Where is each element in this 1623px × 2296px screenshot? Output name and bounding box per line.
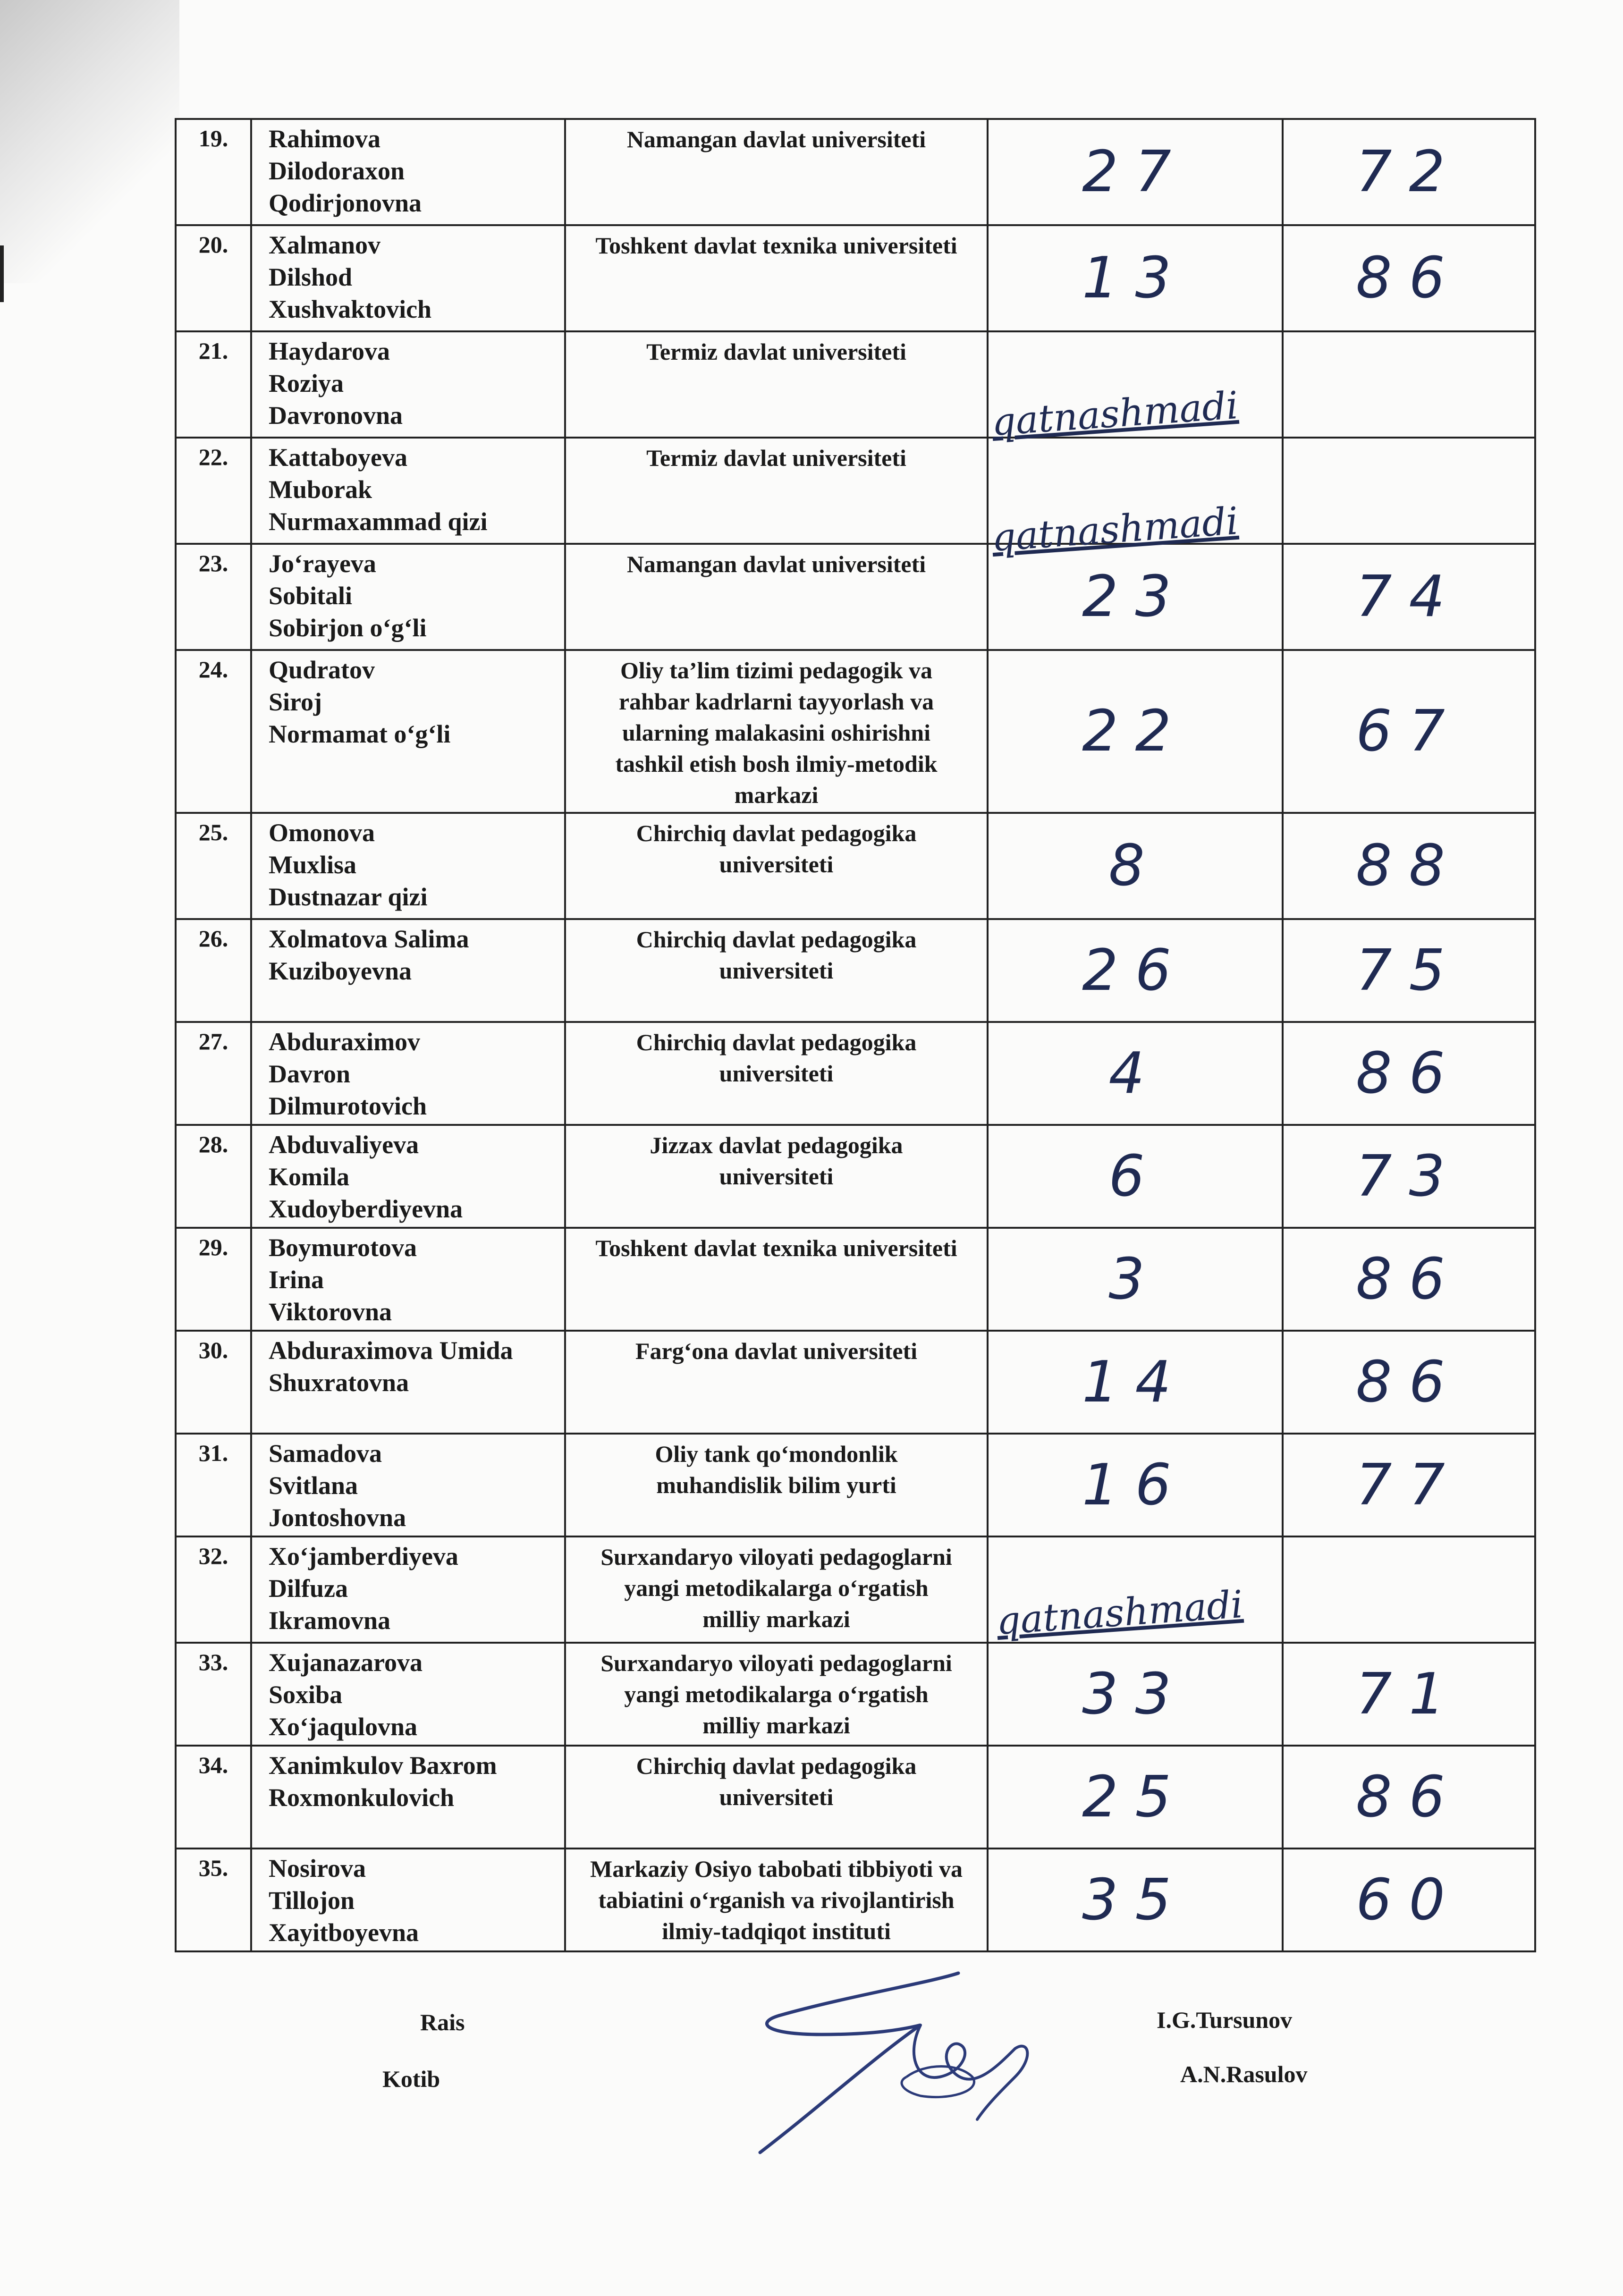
- handwritten-rank: 13: [988, 225, 1283, 331]
- participant-name: [251, 919, 565, 1022]
- organization-line: Oliy ta’lim tizimi pedagogik va: [620, 657, 933, 684]
- organization: [565, 1331, 988, 1434]
- row-number: 25.: [176, 813, 251, 919]
- participant-name: [251, 1434, 565, 1536]
- name-line: Abduvaliyeva: [269, 1131, 419, 1159]
- kotib-name: A.N.Rasulov: [1180, 2061, 1308, 2087]
- table-row: [176, 119, 1535, 225]
- handwritten-rank: 35: [988, 1849, 1283, 1951]
- participant-name: [251, 1643, 565, 1746]
- row-number: 29.: [176, 1228, 251, 1331]
- scan-edge-mark: [0, 245, 4, 302]
- name-line: Rahimova: [269, 125, 381, 153]
- organization-line: markazi: [734, 782, 819, 808]
- organization-line: Markaziy Osiyo tabobati tibbiyoti va: [590, 1856, 963, 1882]
- handwritten-score: 86: [1283, 1022, 1535, 1125]
- participant-name: [251, 331, 565, 438]
- name-line: Muxlisa: [269, 851, 357, 879]
- handwritten-rank: 3: [988, 1228, 1283, 1331]
- row-number: 27.: [176, 1022, 251, 1125]
- handwritten-rank: 33: [988, 1643, 1283, 1746]
- participant-name: [251, 119, 565, 225]
- organization: [565, 1228, 988, 1331]
- organization-line: universiteti: [719, 1163, 834, 1190]
- organization-line: universiteti: [719, 851, 834, 878]
- organization: [565, 1643, 988, 1746]
- organization-line: Namangan davlat universiteti: [626, 126, 926, 152]
- organization-line: Jizzax davlat pedagogika: [650, 1132, 903, 1158]
- organization: [565, 438, 988, 544]
- organization-line: Toshkent davlat texnika universiteti: [595, 1235, 957, 1261]
- name-line: Xudoyberdiyevna: [269, 1195, 463, 1223]
- scan-corner-shadow: [0, 0, 179, 283]
- row-number: 31.: [176, 1434, 251, 1536]
- organization-line: ilmiy-tadqiqot instituti: [662, 1918, 891, 1944]
- name-line: Xushvaktovich: [269, 295, 432, 323]
- organization-line: Termiz davlat universiteti: [646, 338, 906, 365]
- organization: [565, 650, 988, 813]
- participant-name: [251, 1746, 565, 1849]
- participant-name: [251, 1228, 565, 1331]
- absent-note-21-22: qatnashmadi: [990, 383, 1240, 445]
- name-line: Shuxratovna: [269, 1368, 409, 1397]
- name-line: Roziya: [269, 369, 344, 397]
- name-line: Qodirjonovna: [269, 189, 422, 217]
- organization: [565, 813, 988, 919]
- organization-line: milliy markazi: [702, 1712, 850, 1739]
- participant-name: [251, 650, 565, 813]
- row-number: 24.: [176, 650, 251, 813]
- results-table-body: [176, 119, 1535, 1951]
- table-row: [176, 1434, 1535, 1536]
- name-line: Siroj: [269, 688, 322, 716]
- name-line: Viktorovna: [269, 1298, 392, 1326]
- table-row: [176, 438, 1535, 544]
- handwritten-rank: 26: [988, 919, 1283, 1022]
- table-row: [176, 1228, 1535, 1331]
- row-number: 22.: [176, 438, 251, 544]
- name-line: Xo‘jaqulovna: [269, 1713, 418, 1741]
- name-line: Kuziboyevna: [269, 957, 412, 985]
- name-line: Komila: [269, 1163, 349, 1191]
- handwritten-score: 60: [1283, 1849, 1535, 1951]
- name-line: Svitlana: [269, 1471, 358, 1500]
- handwritten-score: 77: [1283, 1434, 1535, 1536]
- participant-name: [251, 1536, 565, 1643]
- results-table: [175, 118, 1536, 1952]
- table-row: [176, 331, 1535, 438]
- name-line: Dilodoraxon: [269, 157, 405, 185]
- name-line: Normamat o‘g‘li: [269, 720, 451, 748]
- handwritten-score: 72: [1283, 119, 1535, 225]
- organization-line: universiteti: [719, 1784, 834, 1810]
- name-line: Tillojon: [269, 1886, 355, 1915]
- name-line: Sobirjon o‘g‘li: [269, 614, 427, 642]
- organization: [565, 225, 988, 331]
- handwritten-score: 71: [1283, 1643, 1535, 1746]
- organization-line: Farg‘ona davlat universiteti: [635, 1338, 918, 1364]
- organization-line: Termiz davlat universiteti: [646, 445, 906, 471]
- row-number: 19.: [176, 119, 251, 225]
- handwritten-rank: 16: [988, 1434, 1283, 1536]
- handwritten-score: 88: [1283, 813, 1535, 919]
- organization-line: yangi metodikalarga o‘rgatish: [624, 1575, 929, 1601]
- row-number: 35.: [176, 1849, 251, 1951]
- name-line: Abduraximov: [269, 1028, 421, 1056]
- table-row: [176, 1849, 1535, 1951]
- handwritten-rank: 8: [988, 813, 1283, 919]
- name-line: Davron: [269, 1060, 351, 1088]
- participant-name: [251, 813, 565, 919]
- row-number: 28.: [176, 1125, 251, 1228]
- table-row: [176, 919, 1535, 1022]
- table-row: [176, 813, 1535, 919]
- handwritten-rank: 22: [988, 650, 1283, 813]
- table-row: [176, 1536, 1535, 1643]
- participant-name: [251, 1125, 565, 1228]
- name-line: Ikramovna: [269, 1606, 391, 1635]
- organization-line: rahbar kadrlarni tayyorlash va: [618, 688, 934, 715]
- handwritten-score: 74: [1283, 544, 1535, 650]
- name-line: Dilfuza: [269, 1574, 348, 1603]
- name-line: Dilshod: [269, 263, 353, 291]
- name-line: Nurmaxammad qizi: [269, 507, 488, 536]
- kotib-label: Kotib: [382, 2066, 440, 2092]
- row-number: 23.: [176, 544, 251, 650]
- name-line: Omonova: [269, 819, 375, 847]
- organization-line: Surxandaryo viloyati pedagoglarni: [600, 1650, 952, 1676]
- name-line: Irina: [269, 1266, 324, 1294]
- rais-name: I.G.Tursunov: [1157, 2007, 1293, 2033]
- participant-name: [251, 1331, 565, 1434]
- table-row: [176, 225, 1535, 331]
- row-number: 30.: [176, 1331, 251, 1434]
- name-line: Xayitboyevna: [269, 1918, 419, 1947]
- participant-name: [251, 225, 565, 331]
- organization-line: tabiatini o‘rganish va rivojlantirish: [598, 1887, 955, 1913]
- row-number: 32.: [176, 1536, 251, 1643]
- name-line: Dilmurotovich: [269, 1092, 427, 1120]
- name-line: Xujanazarova: [269, 1648, 423, 1677]
- handwritten-rank: 23: [988, 544, 1283, 650]
- organization-line: tashkil etish bosh ilmiy-metodik: [615, 751, 938, 777]
- organization: [565, 119, 988, 225]
- table-row: [176, 650, 1535, 813]
- handwritten-score: 86: [1283, 1331, 1535, 1434]
- organization-line: milliy markazi: [702, 1606, 850, 1632]
- organization: [565, 331, 988, 438]
- handwritten-score: 86: [1283, 1746, 1535, 1849]
- name-line: Nosirova: [269, 1854, 366, 1882]
- organization: [565, 1022, 988, 1125]
- handwritten-score: [1283, 438, 1535, 544]
- absent-note-32-33: qatnashmadi: [995, 1582, 1244, 1644]
- name-line: Abduraximova Umida: [269, 1336, 513, 1365]
- name-line: Jontoshovna: [269, 1503, 406, 1532]
- organization-line: Oliy tank qo‘mondonlik: [655, 1441, 898, 1467]
- organization-line: muhandislik bilim yurti: [656, 1472, 896, 1498]
- organization: [565, 544, 988, 650]
- organization: [565, 1849, 988, 1951]
- organization: [565, 1536, 988, 1643]
- table-row: [176, 1746, 1535, 1849]
- participant-name: [251, 438, 565, 544]
- handwritten-score: [1283, 331, 1535, 438]
- organization-line: Surxandaryo viloyati pedagoglarni: [600, 1544, 952, 1570]
- row-number: 34.: [176, 1746, 251, 1849]
- handwritten-score: 86: [1283, 1228, 1535, 1331]
- organization-line: Chirchiq davlat pedagogika: [636, 926, 917, 953]
- name-line: Dustnazar qizi: [269, 883, 428, 911]
- table-row: [176, 544, 1535, 650]
- organization: [565, 1434, 988, 1536]
- row-number: 26.: [176, 919, 251, 1022]
- organization-line: Chirchiq davlat pedagogika: [636, 1029, 917, 1055]
- handwritten-score: 67: [1283, 650, 1535, 813]
- organization-line: universiteti: [719, 1060, 834, 1087]
- table-row: [176, 1125, 1535, 1228]
- table-row: [176, 1022, 1535, 1125]
- organization-line: Chirchiq davlat pedagogika: [636, 820, 917, 846]
- name-line: Boymurotova: [269, 1233, 417, 1262]
- handwritten-rank: 6: [988, 1125, 1283, 1228]
- organization-line: Namangan davlat universiteti: [626, 551, 926, 577]
- name-line: Soxiba: [269, 1680, 343, 1709]
- participant-name: [251, 1022, 565, 1125]
- name-line: Xanimkulov Baxrom: [269, 1751, 497, 1780]
- organization-line: Chirchiq davlat pedagogika: [636, 1753, 917, 1779]
- name-line: Davronovna: [269, 401, 403, 430]
- name-line: Kattaboyeva: [269, 443, 407, 472]
- name-line: Sobitali: [269, 582, 353, 610]
- participant-name: [251, 1849, 565, 1951]
- table-row: [176, 1331, 1535, 1434]
- organization-line: yangi metodikalarga o‘rgatish: [624, 1681, 929, 1707]
- organization-line: universiteti: [719, 957, 834, 984]
- row-number: 33.: [176, 1643, 251, 1746]
- name-line: Xolmatova Salima: [269, 925, 469, 953]
- organization: [565, 919, 988, 1022]
- name-line: Roxmonkulovich: [269, 1783, 455, 1812]
- handwritten-score: 75: [1283, 919, 1535, 1022]
- name-line: Samadova: [269, 1439, 382, 1468]
- handwritten-rank: 27: [988, 119, 1283, 225]
- handwritten-rank: 4: [988, 1022, 1283, 1125]
- row-number: 21.: [176, 331, 251, 438]
- name-line: Jo‘rayeva: [269, 549, 376, 578]
- name-line: Haydarova: [269, 337, 390, 365]
- handwritten-score: 86: [1283, 225, 1535, 331]
- table-row: [176, 1643, 1535, 1746]
- signature: [751, 1964, 1043, 2162]
- organization: [565, 1125, 988, 1228]
- handwritten-score: [1283, 1536, 1535, 1643]
- absent-note-22-23: qatnashmadi: [990, 498, 1240, 560]
- name-line: Qudratov: [269, 656, 375, 684]
- name-line: Xo‘jamberdiyeva: [269, 1542, 458, 1570]
- row-number: 20.: [176, 225, 251, 331]
- name-line: Muborak: [269, 475, 372, 504]
- handwritten-rank: 14: [988, 1331, 1283, 1434]
- name-line: Xalmanov: [269, 231, 381, 259]
- organization-line: ularning malakasini oshirishni: [622, 719, 930, 746]
- rais-label: Rais: [420, 2009, 465, 2035]
- organization-line: Toshkent davlat texnika universiteti: [595, 232, 957, 259]
- participant-name: [251, 544, 565, 650]
- handwritten-rank: 25: [988, 1746, 1283, 1849]
- organization: [565, 1746, 988, 1849]
- handwritten-score: 73: [1283, 1125, 1535, 1228]
